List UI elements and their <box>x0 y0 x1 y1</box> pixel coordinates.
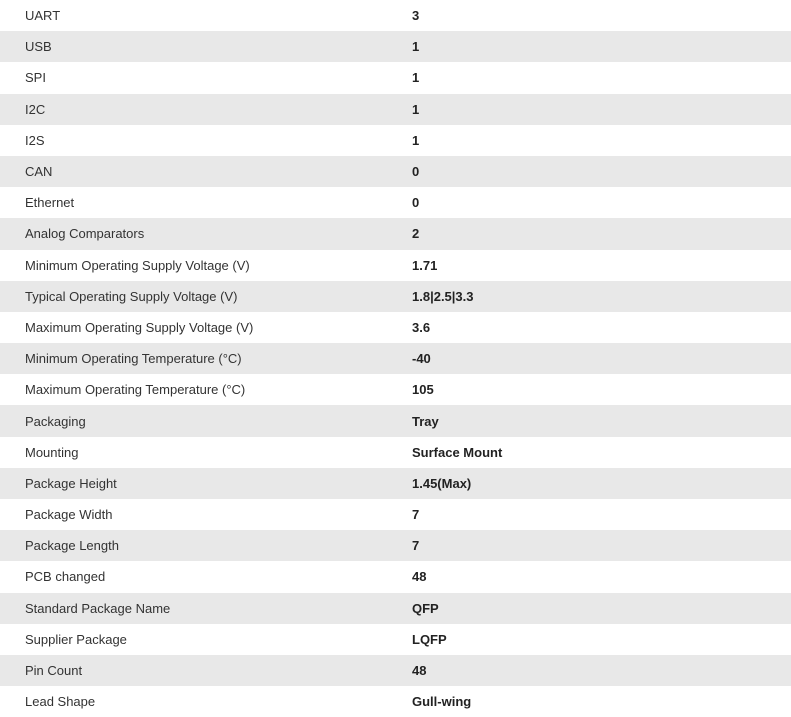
spec-label-usb: USB <box>25 39 52 55</box>
spec-value-max-supply-voltage: 3.6 <box>412 319 431 335</box>
table-row <box>0 593 791 624</box>
table-row <box>0 218 791 249</box>
spec-value-ethernet: 0 <box>412 195 420 211</box>
spec-value-supplier-package: LQFP <box>412 631 447 647</box>
spec-value-package-width: 7 <box>412 507 420 523</box>
spec-label-min-temperature: Minimum Operating Temperature (°C) <box>25 351 242 367</box>
spec-label-mounting: Mounting <box>25 444 79 460</box>
table-row <box>0 405 791 436</box>
table-row <box>0 561 791 592</box>
spec-value-package-height: 1.45(Max) <box>412 475 472 491</box>
table-row <box>0 686 791 717</box>
table-row <box>0 655 791 686</box>
table-row <box>0 62 791 93</box>
spec-value-pcb-changed: 48 <box>412 569 427 585</box>
table-row <box>0 624 791 655</box>
spec-label-package-width: Package Width <box>25 507 113 523</box>
spec-label-ethernet: Ethernet <box>25 195 75 211</box>
spec-value-can: 0 <box>412 164 420 180</box>
spec-value-spi: 1 <box>412 70 420 86</box>
spec-value-usb: 1 <box>412 39 420 55</box>
spec-value-i2c: 1 <box>412 101 420 117</box>
spec-value-pin-count: 48 <box>412 663 427 679</box>
spec-label-i2c: I2C <box>25 101 46 117</box>
spec-label-typ-supply-voltage: Typical Operating Supply Voltage (V) <box>25 288 238 304</box>
spec-label-can: CAN <box>25 164 53 180</box>
spec-label-max-supply-voltage: Maximum Operating Supply Voltage (V) <box>25 319 254 335</box>
table-row <box>0 0 791 31</box>
spec-label-max-temperature: Maximum Operating Temperature (°C) <box>25 382 246 398</box>
table-row <box>0 281 791 312</box>
spec-label-i2s: I2S <box>25 132 45 148</box>
table-row <box>0 343 791 374</box>
spec-value-typ-supply-voltage: 1.8|2.5|3.3 <box>412 288 474 304</box>
table-row <box>0 312 791 343</box>
spec-label-pcb-changed: PCB changed <box>25 569 106 585</box>
spec-value-max-temperature: 105 <box>412 382 434 398</box>
spec-label-standard-package-name: Standard Package Name <box>25 600 171 616</box>
spec-value-mounting: Surface Mount <box>412 444 503 460</box>
spec-label-spi: SPI <box>25 70 46 86</box>
table-row <box>0 530 791 561</box>
table-row <box>0 125 791 156</box>
spec-label-analog-comparators: Analog Comparators <box>25 226 145 242</box>
table-row <box>0 437 791 468</box>
table-row <box>0 468 791 499</box>
spec-label-uart: UART <box>25 8 61 24</box>
spec-label-lead-shape: Lead Shape <box>25 694 96 710</box>
spec-value-min-supply-voltage: 1.71 <box>412 257 438 273</box>
spec-value-packaging: Tray <box>412 413 439 429</box>
table-row <box>0 250 791 281</box>
spec-label-package-length: Package Length <box>25 538 119 554</box>
spec-value-standard-package-name: QFP <box>412 600 439 616</box>
spec-value-i2s: 1 <box>412 132 420 148</box>
spec-value-uart: 3 <box>412 8 420 24</box>
table-row <box>0 187 791 218</box>
table-row <box>0 31 791 62</box>
spec-value-package-length: 7 <box>412 538 420 554</box>
spec-label-package-height: Package Height <box>25 475 117 491</box>
table-row <box>0 499 791 530</box>
table-row <box>0 374 791 405</box>
spec-value-lead-shape: Gull-wing <box>412 694 472 710</box>
spec-label-pin-count: Pin Count <box>25 663 83 679</box>
spec-label-min-supply-voltage: Minimum Operating Supply Voltage (V) <box>25 257 250 273</box>
spec-value-analog-comparators: 2 <box>412 226 420 242</box>
table-row <box>0 94 791 125</box>
spec-label-supplier-package: Supplier Package <box>25 631 127 647</box>
spec-value-min-temperature: -40 <box>412 351 431 367</box>
table-row <box>0 156 791 187</box>
spec-label-packaging: Packaging <box>25 413 86 429</box>
